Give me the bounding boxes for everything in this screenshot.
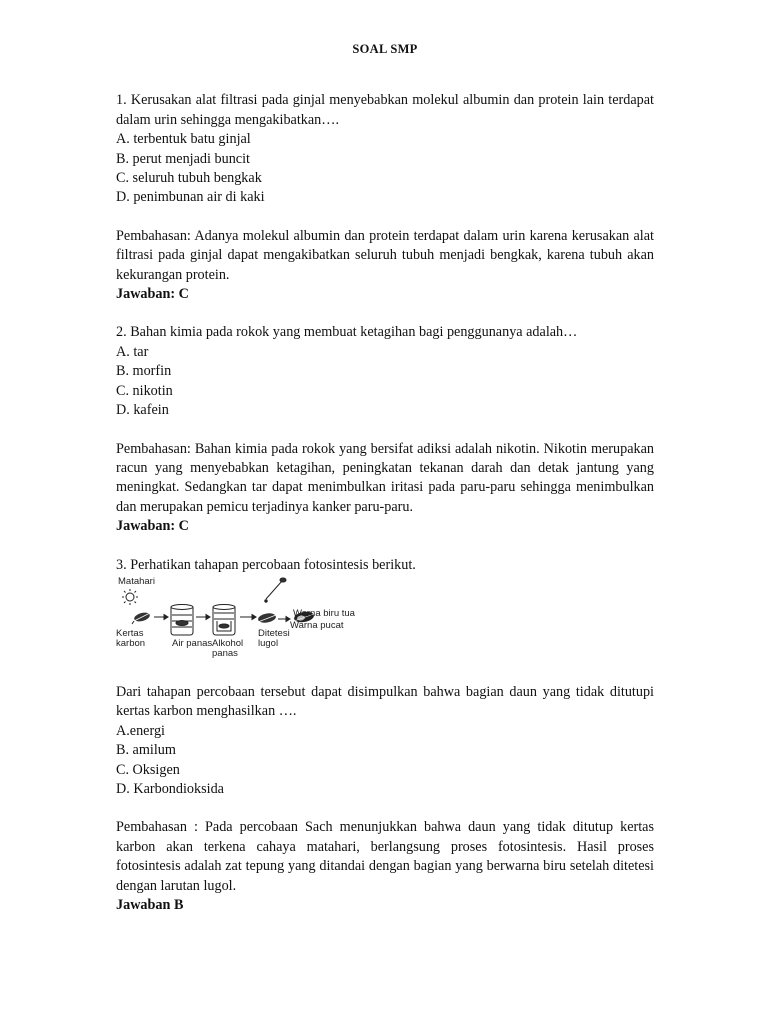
question-text: 3. Perhatikan tahapan percobaan fotosintesis berikut. — [116, 556, 416, 573]
option-a: A. tar — [116, 343, 149, 360]
label-lugol: Ditetesi lugol — [258, 627, 290, 650]
answer-text: Jawaban: C — [116, 518, 189, 535]
document-page — [116, 40, 654, 915]
label-sun: Matahari — [118, 575, 155, 587]
label-dark-blue: Warna biru tua — [293, 607, 355, 619]
question-1 — [116, 91, 654, 304]
label-carbon-paper: Kertas karbon — [116, 627, 146, 650]
option-c: C. nikotin — [116, 382, 173, 399]
question-3 — [116, 556, 654, 916]
explanation-text: Pembahasan : Pada percobaan Sach menunjukkan bahwa daun yang tidak ditutup kertas karbon akan terkena cahaya matahari, berlangsung proses fotosintesis. Hasil proses fotosintesis adalah zat tepung yang ditandai dengan bagian yang berwarna biru setelah ditetesi dengan larutan lugol. — [116, 819, 654, 894]
label-pale: Warna pucat — [290, 619, 344, 631]
option-b: B. perut menjadi buncit — [116, 150, 250, 167]
question-2 — [116, 323, 654, 536]
leaf-icon — [132, 611, 151, 624]
question-text: 1. Kerusakan alat filtrasi pada ginjal menyebabkan molekul albumin dan protein lain terdapat dalam urin sehingga mengakibatkan…. — [116, 92, 654, 128]
page-title: SOAL SMP — [352, 42, 418, 56]
explanation-text: Pembahasan: Adanya molekul albumin dan protein terdapat dalam urin karena kerusakan alat filtrasi pada ginjal dapat mengakibatkan seluruh tubuh menjadi bengkak, karena tubuh akan kekurangan protein. — [116, 227, 654, 283]
label-hot-water: Air panas — [172, 637, 213, 649]
option-a: A.energi — [116, 722, 165, 739]
option-d: D. Karbondioksida — [116, 780, 224, 797]
question-text: Dari tahapan percobaan tersebut dapat disimpulkan bahwa bagian daun yang tidak ditutupi kertas karbon menghasilkan …. — [116, 683, 654, 720]
option-b: B. amilum — [116, 742, 176, 759]
beaker-icon — [213, 604, 235, 635]
photosynthesis-experiment-diagram — [116, 575, 355, 665]
option-d: D. kafein — [116, 402, 169, 419]
sun-icon — [122, 589, 138, 605]
beaker-icon — [171, 604, 193, 635]
explanation-text: Pembahasan: Bahan kimia pada rokok yang bersifat adiksi adalah nikotin. Nikotin merupakan racun yang menyebabkan ketagihan, peningkatan tekanan darah dan detak jantung yang meningkat. Sedangkan tar dapat menimbulkan iritasi pada paru-paru sehingga menimbulkan dan merupakan pemicu terjadinya kanker paru-paru. — [116, 440, 654, 515]
option-c: C. seluruh tubuh bengkak — [116, 170, 262, 187]
option-a: A. terbentuk batu ginjal — [116, 131, 251, 148]
question-text: 2. Bahan kimia pada rokok yang membuat ketagihan bagi penggunanya adalah… — [116, 324, 578, 341]
answer-text: Jawaban: C — [116, 286, 189, 303]
answer-text: Jawaban B — [116, 897, 184, 913]
option-b: B. morfin — [116, 363, 172, 380]
option-d: D. penimbunan air di kaki — [116, 189, 265, 206]
option-c: C. Oksigen — [116, 761, 180, 778]
dropper-icon — [265, 578, 286, 602]
leaf-icon — [257, 612, 276, 624]
label-hot-alcohol: Alkohol panas — [212, 637, 244, 660]
